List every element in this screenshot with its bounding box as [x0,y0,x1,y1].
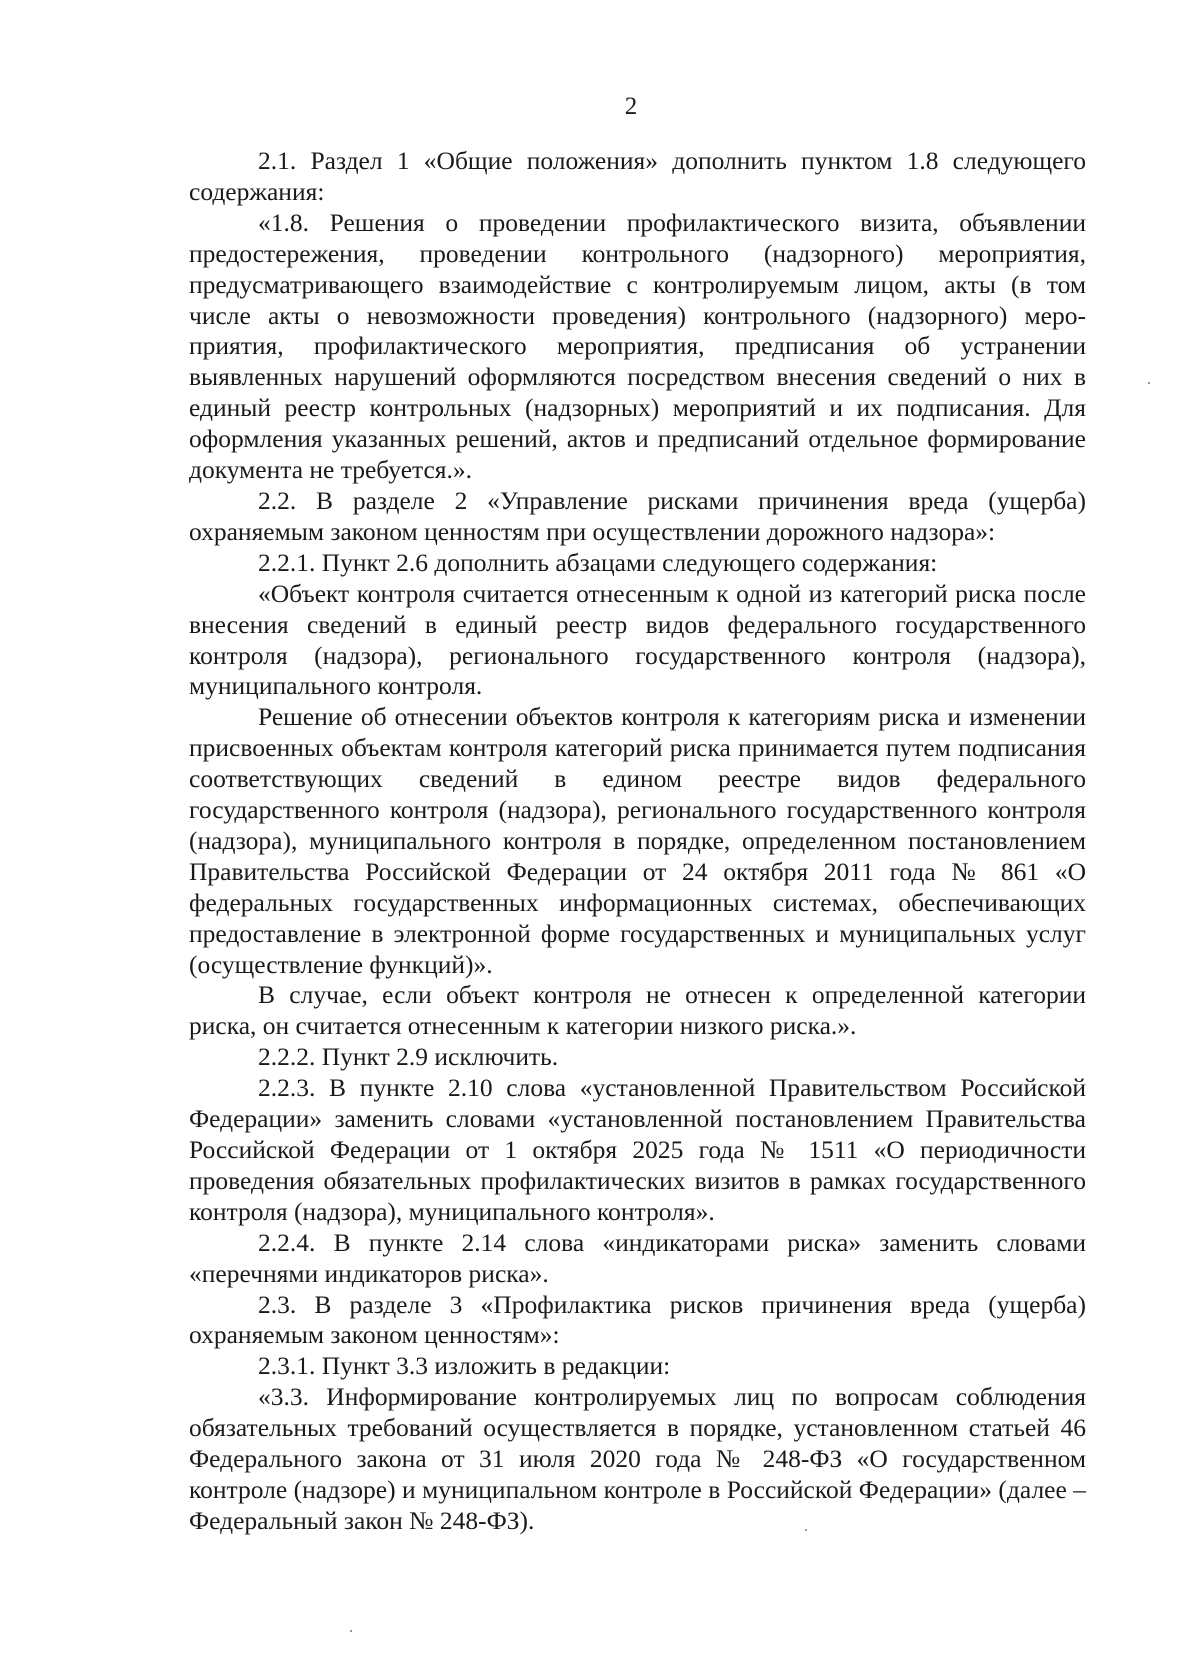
paragraph-2-2: 2.2. В разделе 2 «Управление рисками причинения вреда (ущерба) охраняемым законом ценностям при осуществлении дорожного надзора»: [189,485,1086,546]
page-number: 2 [624,93,638,120]
paragraph-2-2-1: 2.2.1. Пункт 2.6 дополнить абзацами следующего содержания: [258,547,938,577]
paragraph-1-8-quote: «1.8. Решения о проведении профилактического визита, объявлении предостережения, проведении контрольного (надзорного) мероприятия, предусматривающего взаимодействие с контролируемым лицом, акты (в том числе акты о невозможности проведения) контрольного (надзорного) мероприятия, профилактического мероприятия, предписания об устранении выявленных нарушений оформляются посредством внесения сведений о них в единый реестр контрольных (надзорных) мероприятий и их подписания. Для оформления указанных решений, актов и предписаний отдельное формирование документа не требуется.». [189,207,1086,485]
paragraph-2-2-3: 2.2.3. В пункте 2.10 слова «установленной Правительством Российской Федерации» заменить словами «установленной постановлением Правительства Российской Федерации от 1 октября 2025 года № 1511 «О периодичности проведения обязательных профилактических визитов в рамках государственного контроля (надзора), муниципального контроля». [189,1073,1086,1226]
paragraph-2-2-4: 2.2.4. В пункте 2.14 слова «индикаторами риска» заменить словами «перечнями индикаторов риска». [189,1227,1086,1288]
paragraph-low-risk: В случае, если объект контроля не отнесен к определенной категории риска, он считается отнесенным к категории низкого риска.». [189,980,1086,1041]
paragraph-risk-category-quote: «Объект контроля считается отнесенным к одной из категорий риска после внесения сведений в единый реестр видов федерального государственного контроля (надзора), регионального государственного контроля (надзора), муниципального контроля. [189,578,1086,701]
scan-speck [1148,382,1150,384]
scan-speck [805,1529,807,1531]
paragraph-3-3-quote: «3.3. Информирование контролируемых лиц по вопросам соблюдения обязательных требований осуществляется в порядке, установленном статьей 46 Федерального закона от 31 июля 2020 года № 248-ФЗ «О государственном контроле (надзоре) и муниципальном контроле в Российской Федерации» (далее – Федеральный закон № 248-ФЗ). [189,1382,1086,1535]
scan-speck [350,1630,352,1632]
paragraph-2-1: 2.1. Раздел 1 «Общие положения» дополнить пунктом 1.8 следующего содержания: [189,146,1086,206]
paragraph-2-3: 2.3. В разделе 3 «Профилактика рисков причинения вреда (ущерба) охраняемым законом ценностям»: [189,1289,1086,1350]
paragraph-2-2-2: 2.2.2. Пункт 2.9 исключить. [258,1042,559,1072]
paragraph-risk-decision: Решение об отнесении объектов контроля к категориям риска и изменении присвоенных объектам контроля категорий риска принимается путем подписания соответствующих сведений в едином реестре видов федерального государственного контроля (надзора), регионального государственного контроля (надзора), муниципального контроля в порядке, определенном постановлением Правительства Российской Федерации от 24 октября 2011 года № 861 «О федеральных государственных информационных системах, обеспечивающих предоставление в электронной форме государственных и муниципальных услуг (осуществление функций)». [189,702,1086,979]
document-body [189,146,1086,1537]
paragraph-2-3-1: 2.3.1. Пункт 3.3 изложить в редакции: [258,1351,671,1381]
